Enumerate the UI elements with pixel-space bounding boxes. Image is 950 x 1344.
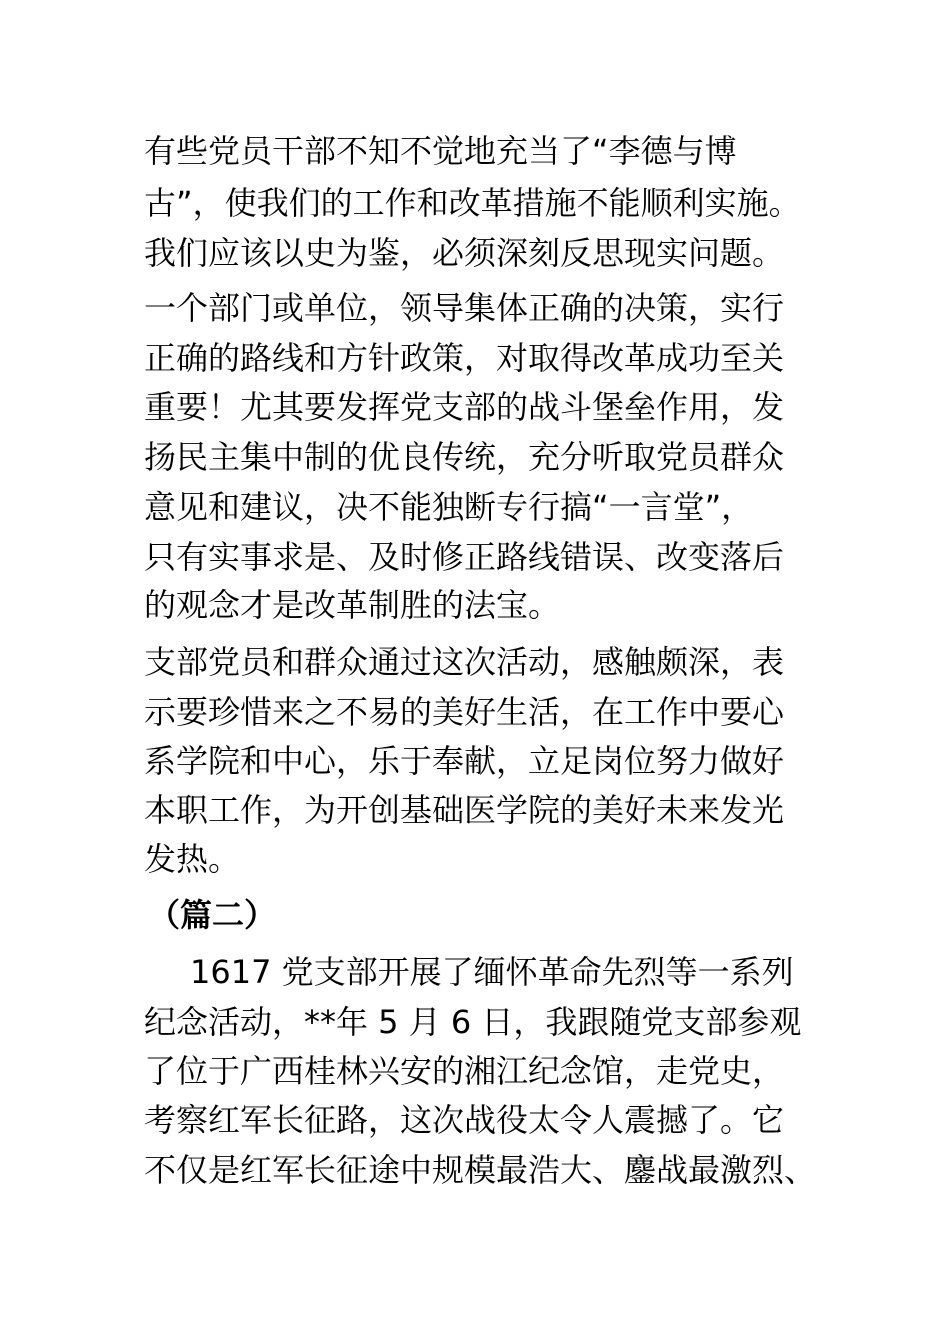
paragraph-3-line-2: 示要珍惜来之不易的美好生活，在工作中要心 (144, 693, 785, 731)
paragraph-2-line-5: 意见和建议，决不能独断专行搞“一言堂”， (144, 488, 754, 526)
paragraph-2-line-1: 一个部门或单位，领导集体正确的决策，实行 (144, 289, 785, 327)
paragraph-4-line-5: 不仅是红军长征途中规模最浩大、鏖战最激烈、 (144, 1151, 817, 1189)
paragraph-2-line-2: 正确的路线和方针政策，对取得改革成功至关 (144, 339, 785, 377)
paragraph-2-line-3: 重要！尤其要发挥党支部的战斗堡垒作用，发 (144, 388, 785, 426)
paragraph-3-line-4: 本职工作，为开创基础医学院的美好未来发光 (144, 791, 785, 829)
paragraph-4-line-4: 考察红军长征路，这次战役太令人震撼了。它 (144, 1101, 785, 1139)
paragraph-4-line-1: 1617 党支部开展了缅怀革命先烈等一系列 (190, 953, 794, 991)
paragraph-2-line-4: 扬民主集中制的优良传统，充分听取党员群众 (144, 438, 785, 476)
paragraph-3-line-5: 发热。 (144, 840, 241, 878)
section-heading: （篇二） (148, 896, 277, 934)
paragraph-4-line-3: 了位于广西桂林兴安的湘江纪念馆，走党史， (144, 1052, 785, 1090)
paragraph-4-line-2: 纪念活动，**年 5 月 6 日，我跟随党支部参观 (144, 1003, 802, 1041)
paragraph-1-line-2: 古”，使我们的工作和改革措施不能顺利实施。 (144, 184, 801, 222)
paragraph-3-line-3: 系学院和中心，乐于奉献，立足岗位努力做好 (144, 742, 785, 780)
paragraph-1-line-1: 有些党员干部不知不觉地充当了“李德与博 (144, 132, 737, 170)
paragraph-1-line-3: 我们应该以史为鉴，必须深刻反思现实问题。 (144, 234, 785, 272)
paragraph-2-line-7: 的观念才是改革制胜的法宝。 (144, 586, 561, 624)
paragraph-2-line-6: 只有实事求是、及时修正路线错误、改变落后 (144, 538, 785, 576)
paragraph-3-line-1: 支部党员和群众通过这次活动，感触颇深，表 (144, 643, 785, 681)
